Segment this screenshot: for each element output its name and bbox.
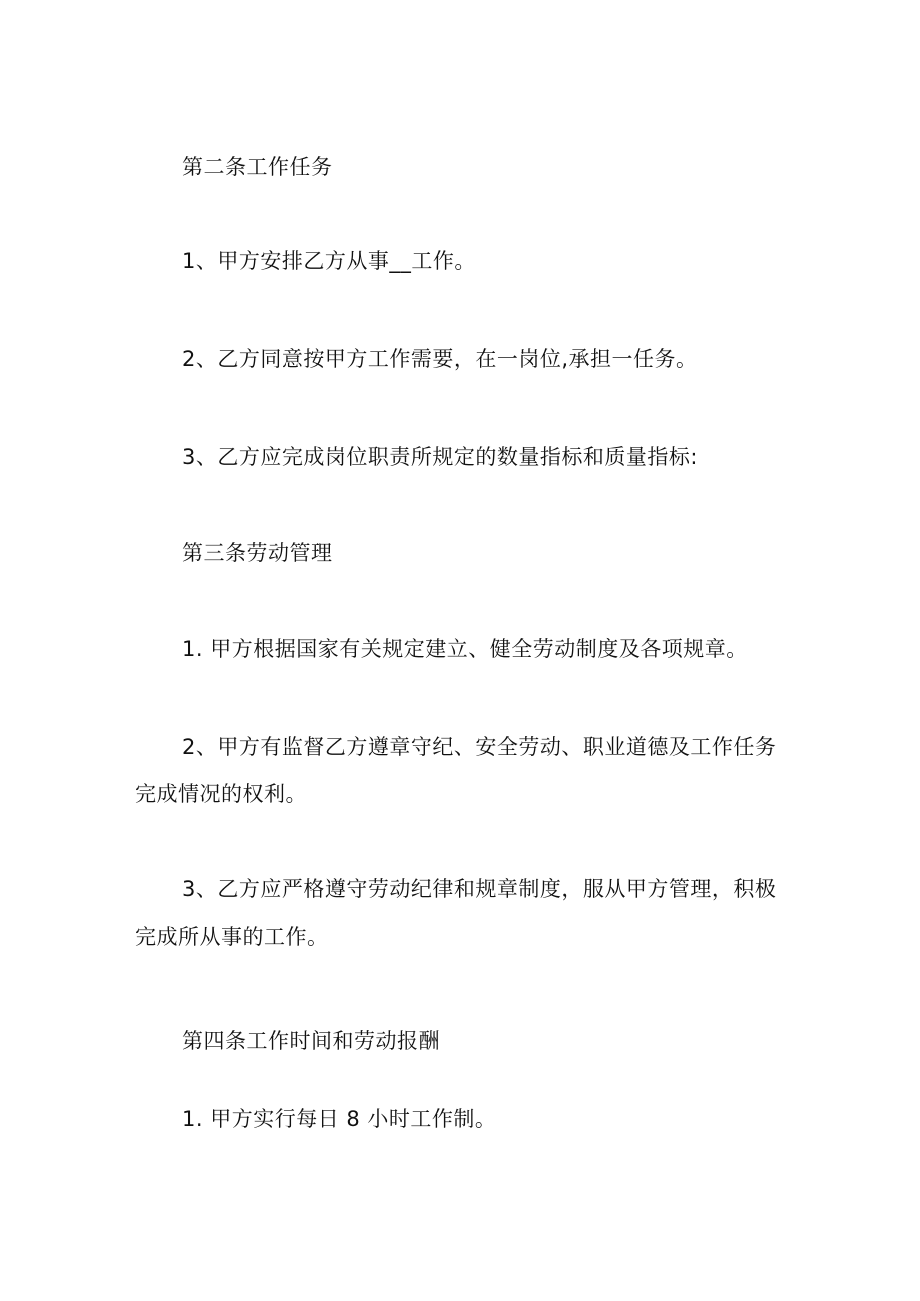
section-heading-article-2: 第二条工作任务 — [182, 155, 333, 179]
clause-item: 2、甲方有监督乙方遵章守纪、安全劳动、职业道德及工作任务 — [182, 735, 777, 759]
section-heading-article-4: 第四条工作时间和劳动报酬 — [182, 1029, 440, 1053]
clause-item: 1. 甲方实行每日 8 小时工作制。 — [182, 1107, 497, 1131]
section-heading-article-3: 第三条劳动管理 — [182, 541, 333, 565]
clause-item-continuation: 完成所从事的工作。 — [135, 925, 329, 949]
clause-item: 3、乙方应完成岗位职责所规定的数量指标和质量指标: — [182, 445, 698, 469]
clause-item: 1. 甲方根据国家有关规定建立、健全劳动制度及各项规章。 — [182, 637, 748, 661]
clause-item-continuation: 完成情况的权利。 — [135, 782, 307, 806]
clause-item: 3、乙方应严格遵守劳动纪律和规章制度，服从甲方管理，积极 — [182, 877, 777, 901]
clause-item: 2、乙方同意按甲方工作需要，在一岗位,承担一任务。 — [182, 347, 698, 371]
clause-item: 1、甲方安排乙方从事__工作。 — [182, 249, 476, 273]
